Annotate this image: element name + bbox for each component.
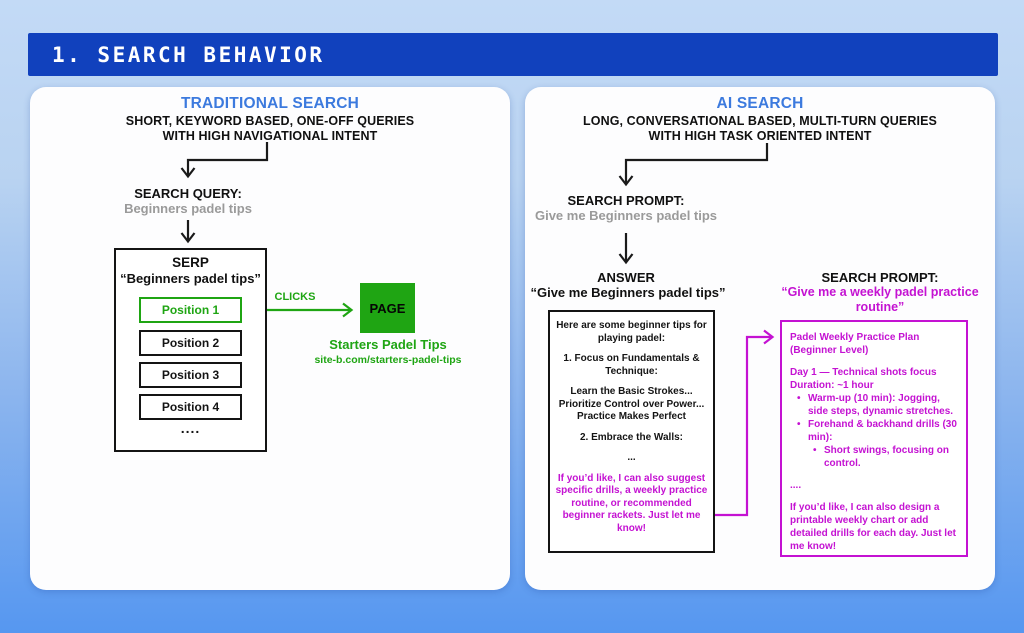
down-arrow (620, 233, 633, 263)
header-bar (28, 33, 998, 76)
serp-box (114, 248, 267, 452)
plan-bullet-warmup: • Warm-up (10 min): Jogging, side steps, dynamic stretches. (790, 392, 958, 418)
answer-quote: “Give me Beginners padel tips” (530, 285, 726, 300)
answer-followup-suggestion: If you’d like, I can also suggest specific drills, a weekly practice routine, or recommended beginner rackets. Just let me know! (555, 472, 708, 534)
answer-paragraph: 2. Embrace the Walls: (580, 431, 683, 443)
search-query-label: SEARCH QUERY: (134, 186, 242, 201)
clicks-label: CLICKS (274, 291, 316, 303)
traditional-search-title: TRADITIONAL SEARCH (180, 95, 360, 112)
practice-plan-box (780, 320, 968, 557)
answer-paragraph: 1. Focus on Fundamentals & Technique: (563, 353, 700, 377)
down-arrow (182, 220, 195, 242)
search-prompt-value: Give me Beginners padel tips (534, 208, 718, 223)
followup-connector-arrow (715, 331, 773, 516)
page-box: PAGE (360, 283, 415, 333)
answer-paragraph: Here are some beginner tips for playing padel: (556, 320, 707, 344)
serp-position-1: Position 1 (139, 297, 242, 323)
plan-duration: Duration: ~1 hour (790, 380, 874, 391)
traditional-search-panel (30, 87, 510, 590)
page-title: 1. SEARCH BEHAVIOR (52, 42, 325, 67)
plan-ellipsis: .... (790, 480, 802, 491)
search-query-value: Beginners padel tips (124, 201, 252, 216)
search-prompt-label: SEARCH PROMPT: (567, 193, 685, 208)
answer-box (548, 310, 715, 553)
plan-sub-bullet-swings: • Short swings, focusing on control. (790, 444, 958, 470)
followup-prompt-label: SEARCH PROMPT: (821, 270, 939, 285)
elbow-arrow (620, 143, 768, 185)
page-site-title: Starters Padel Tips (329, 337, 447, 352)
traditional-search-subtitle-line2: WITH HIGH NAVIGATIONAL INTENT (162, 129, 378, 143)
ai-search-subtitle-line1: LONG, CONVERSATIONAL BASED, MULTI-TURN QUERIES (583, 114, 937, 128)
serp-more-dots: .... (180, 420, 201, 436)
serp-subtitle: “Beginners padel tips” (120, 271, 261, 286)
plan-bullet-drills: • Forehand & backhand drills (30 min): (790, 418, 958, 444)
serp-position-2: Position 2 (139, 330, 242, 356)
answer-ellipsis: ... (627, 452, 636, 463)
plan-footer: If you’d like, I can also design a printable weekly chart or add detailed drills for each day. Just let me know! (790, 502, 956, 552)
ai-search-panel (525, 87, 995, 590)
plan-day-heading: Day 1 — Technical shots focus (790, 367, 937, 378)
serp-position-4: Position 4 (139, 394, 242, 420)
page-site-url: site-b.com/starters-padel-tips (314, 354, 462, 366)
ai-search-title: AI SEARCH (716, 95, 804, 112)
elbow-arrow (182, 142, 268, 177)
plan-title: Padel Weekly Practice Plan (Beginner Level) (790, 332, 920, 356)
serp-title: SERP (172, 255, 209, 270)
traditional-search-subtitle-line1: SHORT, KEYWORD BASED, ONE-OFF QUERIES (125, 114, 415, 128)
answer-paragraph: Learn the Basic Strokes... Prioritize Control over Power... Practice Makes Perfect (558, 386, 705, 422)
followup-prompt-quote: “Give me a weekly padel practice routine” (781, 285, 979, 314)
serp-position-3: Position 3 (139, 362, 242, 388)
ai-search-subtitle-line2: WITH HIGH TASK ORIENTED INTENT (648, 129, 872, 143)
answer-label: ANSWER (597, 270, 655, 285)
